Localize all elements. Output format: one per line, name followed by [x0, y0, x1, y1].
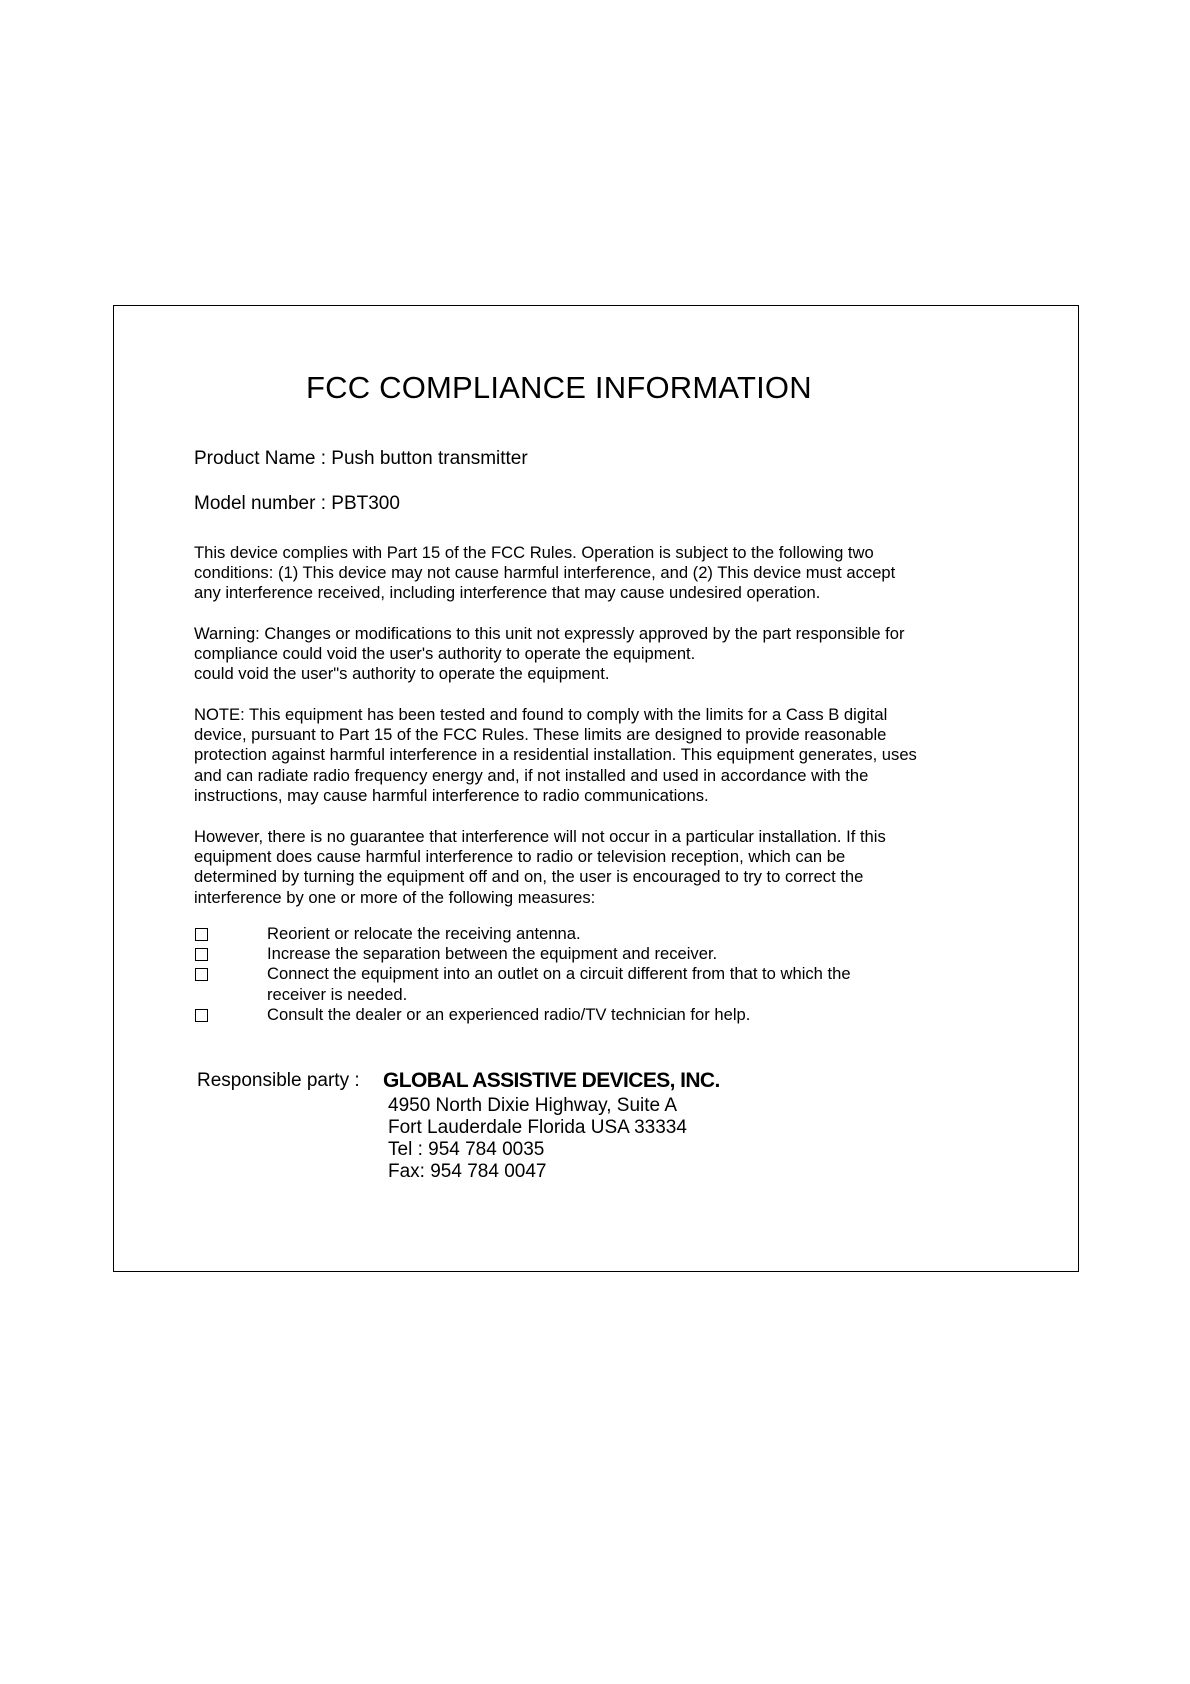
however-paragraph [194, 827, 994, 908]
product-name: Product Name : Push button transmitter [194, 448, 528, 469]
compliance-paragraph [194, 543, 994, 604]
checkbox-icon [195, 928, 208, 941]
list-item [194, 944, 994, 964]
warning-line: compliance could void the user's authority to operate the equipment. [194, 644, 696, 664]
warning-line: could void the user"s authority to operate the equipment. [194, 664, 610, 684]
note-line: protection against harmful interference in a residential installation. This equipment generates, uses [194, 745, 917, 765]
address-line-1: 4950 North Dixie Highway, Suite A [388, 1095, 678, 1116]
note-line: instructions, may cause harmful interference to radio communications. [194, 785, 709, 805]
however-line: equipment does cause harmful interference to radio or television reception, which can be [194, 847, 846, 867]
checkbox-icon [195, 968, 208, 981]
note-paragraph [194, 705, 994, 806]
measure-text: Consult the dealer or an experienced radio/TV technician for help. [267, 1004, 751, 1024]
telephone: Tel : 954 784 0035 [388, 1139, 545, 1160]
however-line: interference by one or more of the following measures: [194, 887, 596, 907]
list-item [194, 964, 994, 1004]
measure-text: Reorient or relocate the receiving antenna. [267, 924, 581, 943]
responsible-party-label: Responsible party : [197, 1070, 360, 1091]
fax: Fax: 954 784 0047 [388, 1161, 547, 1182]
measure-text: Increase the separation between the equipment and receiver. [267, 944, 718, 964]
measure-text: Connect the equipment into an outlet on a circuit different from that to which the [267, 964, 851, 984]
measure-text-continued: receiver is needed. [267, 984, 408, 1004]
company-name: GLOBAL ASSISTIVE DEVICES, INC. [383, 1069, 720, 1092]
compliance-line: This device complies with Part 15 of the FCC Rules. Operation is subject to the following two [194, 543, 874, 562]
warning-line: Warning: Changes or modifications to this unit not expressly approved by the part responsible for [194, 624, 905, 643]
note-line: NOTE: This equipment has been tested and found to comply with the limits for a Cass B digital [194, 705, 888, 724]
note-line: device, pursuant to Part 15 of the FCC Rules. These limits are designed to provide reasonable [194, 725, 887, 745]
document-title: FCC COMPLIANCE INFORMATION [306, 370, 812, 405]
list-item [194, 924, 994, 944]
list-item [194, 1005, 994, 1025]
warning-paragraph [194, 624, 994, 685]
model-number: Model number : PBT300 [194, 493, 400, 514]
compliance-line: any interference received, including interference that may cause undesired operation. [194, 583, 821, 603]
however-line: determined by turning the equipment off and on, the user is encouraged to try to correct the [194, 867, 864, 887]
compliance-line: conditions: (1) This device may not cause harmful interference, and (2) This device must accept [194, 563, 896, 583]
measures-list [194, 924, 994, 1025]
however-line: However, there is no guarantee that interference will not occur in a particular installation. If this [194, 827, 886, 846]
address-line-2: Fort Lauderdale Florida USA 33334 [388, 1117, 687, 1138]
checkbox-icon [195, 948, 208, 961]
note-line: and can radiate radio frequency energy and, if not installed and used in accordance with the [194, 765, 869, 785]
checkbox-icon [195, 1009, 208, 1022]
